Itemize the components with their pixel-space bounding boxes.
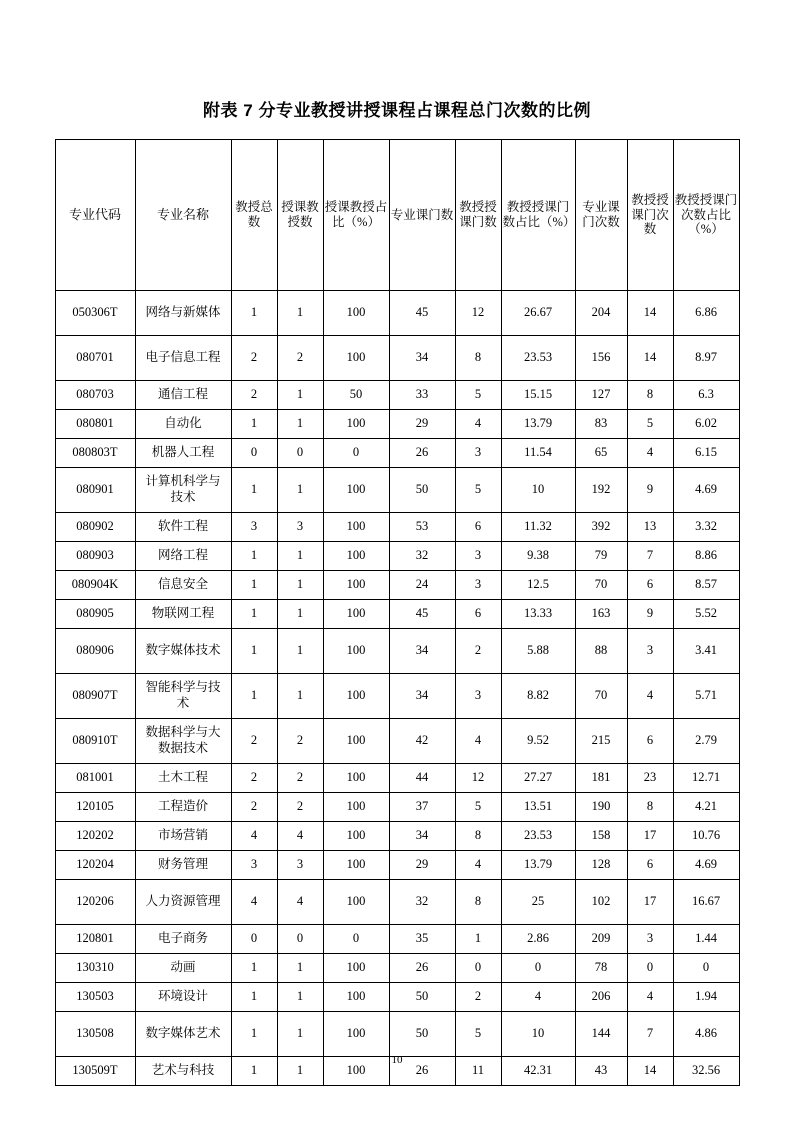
column-header-major-session-count: 专业课门次数 [575,140,627,291]
cell-professor-session-count: 3 [627,925,673,954]
cell-major-code: 080904K [55,571,135,600]
cell-major-name: 电子商务 [135,925,231,954]
cell-professor-course-count: 4 [455,719,501,764]
cell-professor-course-pct: 4 [501,983,575,1012]
table-row [55,1012,739,1057]
cell-major-code: 080905 [55,600,135,629]
cell-major-course-count: 50 [389,1012,455,1057]
table-row [55,336,739,381]
cell-major-name: 信息安全 [135,571,231,600]
cell-major-session-count: 144 [575,1012,627,1057]
cell-professor-total: 1 [231,291,277,336]
cell-professor-session-pct: 8.97 [673,336,739,381]
cell-major-session-count: 102 [575,880,627,925]
cell-professor-session-pct: 5.52 [673,600,739,629]
cell-teaching-professor-pct: 0 [323,925,389,954]
cell-teaching-professors: 1 [277,468,323,513]
column-header-major-name: 专业名称 [135,140,231,291]
cell-teaching-professors: 1 [277,600,323,629]
cell-major-name: 环境设计 [135,983,231,1012]
cell-professor-session-count: 9 [627,600,673,629]
cell-major-session-count: 127 [575,381,627,410]
table-row [55,629,739,674]
cell-teaching-professors: 2 [277,764,323,793]
cell-major-session-count: 88 [575,629,627,674]
cell-major-name: 财务管理 [135,851,231,880]
cell-teaching-professor-pct: 100 [323,793,389,822]
cell-professor-total: 1 [231,468,277,513]
cell-major-session-count: 156 [575,336,627,381]
cell-teaching-professors: 1 [277,291,323,336]
cell-professor-course-pct: 10 [501,468,575,513]
cell-major-name: 数字媒体艺术 [135,1012,231,1057]
cell-professor-session-count: 6 [627,571,673,600]
cell-professor-session-count: 7 [627,1012,673,1057]
cell-teaching-professor-pct: 0 [323,439,389,468]
column-header-professor-course-count: 教授授课门数 [455,140,501,291]
cell-professor-course-pct: 27.27 [501,764,575,793]
cell-professor-total: 3 [231,851,277,880]
cell-professor-session-count: 8 [627,381,673,410]
cell-teaching-professors: 3 [277,851,323,880]
cell-teaching-professor-pct: 100 [323,983,389,1012]
table-row [55,542,739,571]
cell-professor-total: 1 [231,571,277,600]
cell-professor-course-pct: 13.33 [501,600,575,629]
cell-professor-course-pct: 0 [501,954,575,983]
cell-major-session-count: 209 [575,925,627,954]
cell-teaching-professors: 3 [277,513,323,542]
cell-teaching-professor-pct: 100 [323,764,389,793]
table-row [55,851,739,880]
cell-professor-course-pct: 12.5 [501,571,575,600]
cell-teaching-professor-pct: 100 [323,851,389,880]
cell-professor-total: 2 [231,719,277,764]
cell-major-code: 120801 [55,925,135,954]
cell-professor-session-pct: 8.57 [673,571,739,600]
cell-major-course-count: 26 [389,439,455,468]
cell-professor-session-count: 4 [627,674,673,719]
cell-teaching-professors: 1 [277,542,323,571]
cell-professor-session-pct: 3.32 [673,513,739,542]
cell-major-course-count: 44 [389,764,455,793]
cell-teaching-professors: 2 [277,793,323,822]
cell-professor-total: 1 [231,629,277,674]
table-row [55,513,739,542]
cell-professor-session-pct: 1.94 [673,983,739,1012]
cell-professor-total: 4 [231,880,277,925]
cell-major-course-count: 32 [389,880,455,925]
table-row [55,291,739,336]
cell-professor-session-pct: 10.76 [673,822,739,851]
cell-teaching-professor-pct: 50 [323,381,389,410]
cell-major-name: 物联网工程 [135,600,231,629]
table-body [55,291,739,1086]
cell-professor-course-count: 12 [455,291,501,336]
cell-teaching-professors: 1 [277,410,323,439]
cell-teaching-professors: 4 [277,822,323,851]
cell-professor-course-pct: 23.53 [501,822,575,851]
cell-professor-course-count: 12 [455,764,501,793]
cell-professor-total: 2 [231,381,277,410]
cell-professor-course-pct: 9.38 [501,542,575,571]
cell-major-course-count: 33 [389,381,455,410]
cell-major-course-count: 45 [389,600,455,629]
cell-professor-session-pct: 5.71 [673,674,739,719]
cell-professor-course-pct: 23.53 [501,336,575,381]
cell-professor-total: 2 [231,336,277,381]
cell-major-code: 120202 [55,822,135,851]
cell-major-code: 130503 [55,983,135,1012]
table-row [55,674,739,719]
cell-professor-total: 1 [231,983,277,1012]
cell-professor-course-count: 11 [455,1057,501,1086]
cell-teaching-professor-pct: 100 [323,291,389,336]
cell-professor-session-pct: 1.44 [673,925,739,954]
table-row [55,925,739,954]
cell-professor-course-pct: 15.15 [501,381,575,410]
cell-major-session-count: 70 [575,674,627,719]
cell-professor-course-pct: 11.32 [501,513,575,542]
cell-professor-session-pct: 2.79 [673,719,739,764]
table-row [55,719,739,764]
cell-major-course-count: 45 [389,291,455,336]
cell-professor-session-pct: 4.69 [673,851,739,880]
cell-major-course-count: 24 [389,571,455,600]
cell-professor-session-count: 0 [627,954,673,983]
cell-major-name: 电子信息工程 [135,336,231,381]
cell-major-course-count: 50 [389,983,455,1012]
cell-teaching-professors: 1 [277,1012,323,1057]
cell-professor-total: 1 [231,1057,277,1086]
cell-teaching-professors: 4 [277,880,323,925]
column-header-teaching-professor-pct: 授课教授占比（%） [323,140,389,291]
cell-professor-session-pct: 8.86 [673,542,739,571]
cell-major-session-count: 43 [575,1057,627,1086]
cell-professor-course-count: 5 [455,1012,501,1057]
cell-professor-course-count: 3 [455,571,501,600]
cell-professor-session-pct: 0 [673,954,739,983]
cell-professor-session-count: 13 [627,513,673,542]
cell-major-course-count: 26 [389,1057,455,1086]
cell-major-name: 通信工程 [135,381,231,410]
cell-professor-total: 2 [231,793,277,822]
cell-teaching-professor-pct: 100 [323,468,389,513]
cell-teaching-professor-pct: 100 [323,674,389,719]
cell-major-name: 数字媒体技术 [135,629,231,674]
cell-professor-course-count: 5 [455,468,501,513]
cell-professor-course-count: 8 [455,880,501,925]
cell-major-session-count: 215 [575,719,627,764]
cell-major-course-count: 34 [389,674,455,719]
cell-professor-course-pct: 10 [501,1012,575,1057]
table-row [55,793,739,822]
cell-major-code: 120206 [55,880,135,925]
cell-professor-course-pct: 26.67 [501,291,575,336]
cell-major-course-count: 35 [389,925,455,954]
column-header-professor-session-pct: 教授授课门次数占比（%） [673,140,739,291]
cell-major-code: 080906 [55,629,135,674]
cell-major-code: 080902 [55,513,135,542]
cell-teaching-professor-pct: 100 [323,954,389,983]
cell-major-code: 130509T [55,1057,135,1086]
cell-major-session-count: 70 [575,571,627,600]
cell-professor-session-count: 6 [627,851,673,880]
cell-major-course-count: 53 [389,513,455,542]
column-header-major-code: 专业代码 [55,140,135,291]
cell-professor-course-count: 0 [455,954,501,983]
cell-teaching-professor-pct: 100 [323,1057,389,1086]
cell-major-name: 人力资源管理 [135,880,231,925]
cell-teaching-professor-pct: 100 [323,513,389,542]
table-row [55,571,739,600]
cell-professor-session-count: 3 [627,629,673,674]
cell-professor-total: 1 [231,542,277,571]
cell-major-name: 艺术与科技 [135,1057,231,1086]
cell-professor-course-pct: 13.79 [501,410,575,439]
cell-teaching-professors: 2 [277,336,323,381]
table-row [55,410,739,439]
cell-major-code: 080703 [55,381,135,410]
cell-teaching-professor-pct: 100 [323,600,389,629]
table-row [55,983,739,1012]
cell-major-course-count: 42 [389,719,455,764]
cell-professor-session-pct: 12.71 [673,764,739,793]
professor-course-ratio-table [55,139,740,1086]
column-header-professor-session-count: 教授授课门次数 [627,140,673,291]
cell-major-course-count: 29 [389,851,455,880]
cell-professor-course-count: 5 [455,793,501,822]
cell-major-code: 080801 [55,410,135,439]
table-row [55,764,739,793]
cell-professor-total: 1 [231,600,277,629]
cell-major-code: 081001 [55,764,135,793]
cell-professor-total: 0 [231,925,277,954]
cell-professor-total: 1 [231,954,277,983]
cell-professor-course-count: 8 [455,822,501,851]
cell-major-name: 网络工程 [135,542,231,571]
cell-teaching-professor-pct: 100 [323,336,389,381]
cell-teaching-professors: 1 [277,571,323,600]
cell-professor-course-count: 1 [455,925,501,954]
cell-professor-total: 2 [231,764,277,793]
cell-professor-course-pct: 11.54 [501,439,575,468]
cell-major-course-count: 32 [389,542,455,571]
cell-major-name: 软件工程 [135,513,231,542]
cell-professor-session-pct: 6.86 [673,291,739,336]
table-row [55,468,739,513]
cell-professor-total: 1 [231,1012,277,1057]
cell-teaching-professor-pct: 100 [323,719,389,764]
cell-professor-course-count: 2 [455,629,501,674]
cell-teaching-professors: 1 [277,1057,323,1086]
cell-professor-session-count: 9 [627,468,673,513]
cell-professor-session-pct: 6.02 [673,410,739,439]
cell-professor-session-count: 5 [627,410,673,439]
cell-professor-session-pct: 3.41 [673,629,739,674]
cell-professor-total: 4 [231,822,277,851]
cell-major-session-count: 190 [575,793,627,822]
cell-major-name: 动画 [135,954,231,983]
cell-professor-course-pct: 9.52 [501,719,575,764]
column-header-major-course-count: 专业课门数 [389,140,455,291]
cell-major-course-count: 29 [389,410,455,439]
cell-teaching-professor-pct: 100 [323,542,389,571]
cell-major-session-count: 204 [575,291,627,336]
cell-professor-course-pct: 5.88 [501,629,575,674]
cell-major-session-count: 83 [575,410,627,439]
cell-major-session-count: 206 [575,983,627,1012]
cell-professor-session-count: 7 [627,542,673,571]
cell-teaching-professor-pct: 100 [323,629,389,674]
cell-major-code: 130508 [55,1012,135,1057]
cell-professor-session-pct: 4.86 [673,1012,739,1057]
cell-major-name: 智能科学与技术 [135,674,231,719]
cell-major-code: 080910T [55,719,135,764]
table-row [55,822,739,851]
cell-major-course-count: 34 [389,822,455,851]
cell-professor-session-count: 14 [627,1057,673,1086]
cell-professor-total: 3 [231,513,277,542]
cell-professor-course-count: 3 [455,674,501,719]
cell-major-code: 080901 [55,468,135,513]
cell-major-name: 市场营销 [135,822,231,851]
cell-teaching-professors: 0 [277,439,323,468]
cell-professor-total: 1 [231,674,277,719]
cell-professor-course-count: 6 [455,600,501,629]
column-header-professor-course-pct: 教授授课门数占比（%） [501,140,575,291]
table-row [55,880,739,925]
cell-professor-course-count: 6 [455,513,501,542]
cell-major-course-count: 50 [389,468,455,513]
cell-teaching-professor-pct: 100 [323,1012,389,1057]
column-header-teaching-professors: 授课教授数 [277,140,323,291]
cell-professor-session-count: 23 [627,764,673,793]
cell-major-course-count: 34 [389,629,455,674]
cell-major-course-count: 34 [389,336,455,381]
cell-major-code: 080701 [55,336,135,381]
cell-professor-session-count: 17 [627,822,673,851]
cell-teaching-professors: 2 [277,719,323,764]
cell-teaching-professors: 1 [277,983,323,1012]
table-row [55,439,739,468]
cell-major-session-count: 192 [575,468,627,513]
cell-major-code: 080803T [55,439,135,468]
cell-major-code: 120204 [55,851,135,880]
cell-major-course-count: 37 [389,793,455,822]
table-row [55,600,739,629]
table-row [55,381,739,410]
cell-professor-course-count: 3 [455,439,501,468]
cell-professor-session-pct: 6.3 [673,381,739,410]
cell-professor-course-pct: 2.86 [501,925,575,954]
cell-professor-session-pct: 4.69 [673,468,739,513]
cell-major-code: 050306T [55,291,135,336]
cell-teaching-professors: 1 [277,674,323,719]
cell-major-name: 计算机科学与技术 [135,468,231,513]
cell-major-code: 080907T [55,674,135,719]
cell-major-name: 网络与新媒体 [135,291,231,336]
cell-teaching-professor-pct: 100 [323,571,389,600]
cell-professor-course-pct: 25 [501,880,575,925]
cell-professor-session-pct: 4.21 [673,793,739,822]
table-header-row [55,140,739,291]
cell-major-session-count: 163 [575,600,627,629]
cell-professor-session-pct: 32.56 [673,1057,739,1086]
cell-professor-course-count: 2 [455,983,501,1012]
cell-professor-session-pct: 6.15 [673,439,739,468]
page-title: 附表 7 分专业教授讲授课程占课程总门次数的比例 [203,101,591,120]
cell-major-session-count: 78 [575,954,627,983]
cell-professor-session-count: 17 [627,880,673,925]
column-header-professor-total: 教授总数 [231,140,277,291]
cell-professor-course-count: 4 [455,851,501,880]
cell-teaching-professor-pct: 100 [323,822,389,851]
cell-teaching-professors: 0 [277,925,323,954]
cell-major-code: 120105 [55,793,135,822]
cell-major-session-count: 79 [575,542,627,571]
cell-major-session-count: 392 [575,513,627,542]
cell-professor-course-count: 8 [455,336,501,381]
cell-major-name: 土木工程 [135,764,231,793]
page-number: 10 [391,1054,403,1066]
table-row [55,954,739,983]
cell-professor-total: 0 [231,439,277,468]
cell-professor-course-count: 4 [455,410,501,439]
cell-major-name: 数据科学与大数据技术 [135,719,231,764]
cell-teaching-professors: 1 [277,381,323,410]
cell-major-course-count: 26 [389,954,455,983]
cell-major-name: 工程造价 [135,793,231,822]
cell-major-name: 机器人工程 [135,439,231,468]
cell-major-session-count: 158 [575,822,627,851]
cell-professor-session-count: 8 [627,793,673,822]
cell-major-code: 130310 [55,954,135,983]
cell-professor-session-count: 4 [627,439,673,468]
cell-professor-session-count: 4 [627,983,673,1012]
cell-professor-course-pct: 13.51 [501,793,575,822]
cell-teaching-professor-pct: 100 [323,410,389,439]
table-container [0,139,794,1086]
cell-major-session-count: 128 [575,851,627,880]
cell-teaching-professors: 1 [277,954,323,983]
cell-teaching-professor-pct: 100 [323,880,389,925]
cell-professor-course-count: 3 [455,542,501,571]
cell-professor-session-count: 14 [627,291,673,336]
cell-professor-course-pct: 8.82 [501,674,575,719]
cell-professor-session-count: 6 [627,719,673,764]
cell-major-session-count: 181 [575,764,627,793]
cell-professor-course-pct: 42.31 [501,1057,575,1086]
cell-major-name: 自动化 [135,410,231,439]
cell-professor-total: 1 [231,410,277,439]
cell-professor-course-pct: 13.79 [501,851,575,880]
cell-professor-course-count: 5 [455,381,501,410]
table-header [55,140,739,291]
cell-major-session-count: 65 [575,439,627,468]
cell-teaching-professors: 1 [277,629,323,674]
cell-professor-session-count: 14 [627,336,673,381]
cell-professor-session-pct: 16.67 [673,880,739,925]
cell-major-code: 080903 [55,542,135,571]
